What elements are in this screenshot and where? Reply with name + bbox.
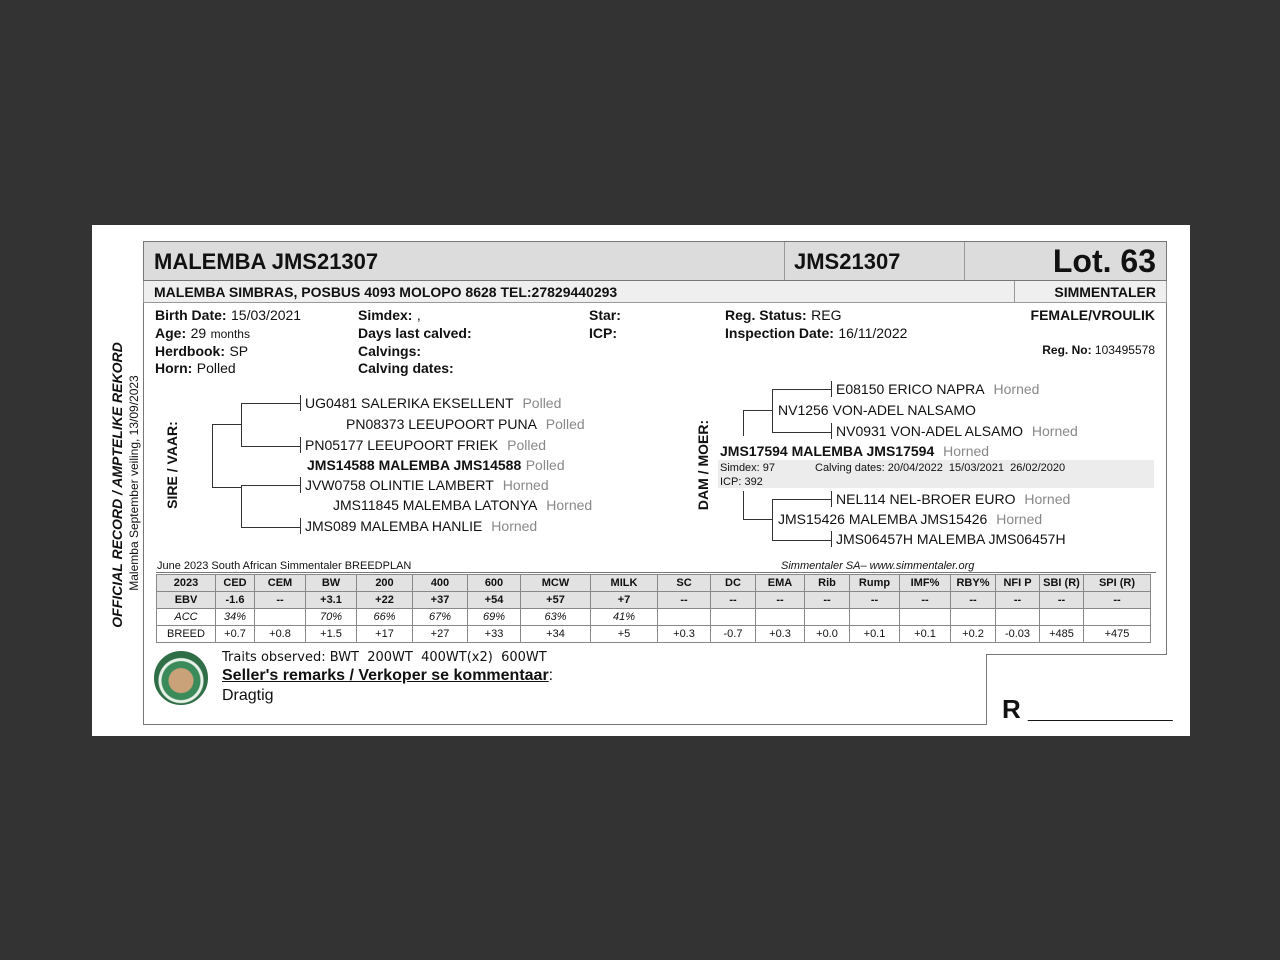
remarks-text: Dragtig — [222, 687, 274, 704]
ebv-cell: +22 — [357, 592, 413, 609]
sire-dam-name: JMS11845 MALEMBA LATONYA Horned — [333, 497, 593, 513]
dam-tree-line — [831, 531, 833, 547]
ebv-cell: +54 — [468, 592, 521, 609]
ebv-cell — [850, 609, 900, 626]
dam-dam-sire: JMS15426 MALEMBA JMS15426 Horned — [778, 511, 1043, 527]
ebv-cell: 2023 — [157, 575, 216, 592]
price-box-top — [986, 654, 1167, 655]
ebv-cell: -- — [711, 592, 756, 609]
ebv-cell: EMA — [756, 575, 805, 592]
ebv-cell: MILK — [591, 575, 658, 592]
ebv-cell: +57 — [521, 592, 591, 609]
ebv-cell: +34 — [521, 626, 591, 643]
ebv-cell — [951, 609, 996, 626]
ebv-table — [156, 574, 1151, 643]
ebv-header-row — [157, 575, 1151, 592]
animal-id: JMS21307 — [794, 249, 901, 274]
dam-tree-line — [743, 410, 745, 436]
society-logo — [154, 651, 208, 705]
simdex-row: Simdex: , — [358, 307, 421, 323]
sire-sire-sire: PN08373 LEEUPOORT PUNA Polled — [346, 416, 585, 432]
dam-tree-line — [743, 519, 773, 521]
ebv-cell: +33 — [468, 626, 521, 643]
ebv-cell: +475 — [1084, 626, 1151, 643]
sire-tree-line — [300, 477, 302, 493]
ebv-cell: -- — [1040, 592, 1084, 609]
ebv-cell: -- — [756, 592, 805, 609]
ebv-cell — [711, 609, 756, 626]
ebv-cell: 67% — [413, 609, 468, 626]
ebv-cell — [805, 609, 850, 626]
sire-tree-line — [300, 437, 302, 453]
breeder-info: MALEMBA SIMBRAS, POSBUS 4093 MOLOPO 8628 TEL:27829440293 — [154, 284, 618, 300]
ebv-cell: EBV — [157, 592, 216, 609]
sire-dam-dam: JMS089 MALEMBA HANLIE Horned — [305, 518, 538, 534]
sire-tree-line — [300, 395, 302, 411]
ebv-cell: +0.2 — [951, 626, 996, 643]
ebv-cell: DC — [711, 575, 756, 592]
ebv-cell: +0.8 — [255, 626, 306, 643]
herdbook-row: Herdbook: SP — [155, 343, 249, 359]
ebv-cell: 63% — [521, 609, 591, 626]
ebv-cell: +1.5 — [306, 626, 357, 643]
ebv-cell: -- — [1084, 592, 1151, 609]
ebv-cell: +5 — [591, 626, 658, 643]
header-bar — [143, 241, 1167, 281]
dam-calving-dates: Calving dates: 20/04/2022 15/03/2021 26/02/2020 — [815, 462, 1066, 474]
ebv-cell: RBY% — [951, 575, 996, 592]
ebv-cell: -0.7 — [711, 626, 756, 643]
ebv-cell: BW — [306, 575, 357, 592]
ebv-cell — [1040, 609, 1084, 626]
ebv-cell: MCW — [521, 575, 591, 592]
ebv-cell — [756, 609, 805, 626]
dam-tree-line — [743, 410, 773, 412]
ebv-cell: 200 — [357, 575, 413, 592]
lot-number: Lot. 63 — [1052, 243, 1156, 279]
dam-tree-line — [831, 423, 833, 439]
breedplan-title: June 2023 South African Simmentaler BREEDPLAN — [157, 560, 412, 572]
ebv-cell: CEM — [255, 575, 306, 592]
ebv-cell: +7 — [591, 592, 658, 609]
accuracy-row — [157, 609, 1151, 626]
ebv-cell: -- — [255, 592, 306, 609]
ebv-cell: +485 — [1040, 626, 1084, 643]
dam-tree-line — [831, 381, 833, 397]
calving-dates-label: Calving dates: — [358, 360, 454, 376]
reg-no-row: Reg. No: 103495578 — [1042, 343, 1155, 357]
frame-bottom-line — [143, 724, 987, 725]
ebv-cell: -- — [900, 592, 951, 609]
dam-dam-sire-sire: NEL114 NEL-BROER EURO Horned — [836, 491, 1071, 507]
ebv-row — [157, 592, 1151, 609]
sire-label: SIRE / VAAR: — [164, 421, 180, 509]
ebv-cell: +0.1 — [900, 626, 951, 643]
ebv-cell: ACC — [157, 609, 216, 626]
animal-name: MALEMBA JMS21307 — [154, 249, 379, 274]
price-field[interactable]: R __________ — [1002, 694, 1173, 724]
frame-left-line — [143, 241, 144, 725]
ebv-cell: 41% — [591, 609, 658, 626]
ebv-cell: Rump — [850, 575, 900, 592]
ebv-cell: BREED — [157, 626, 216, 643]
birth-date-row: Birth Date: 15/03/2021 — [155, 307, 302, 323]
ebv-cell: -- — [951, 592, 996, 609]
ebv-cell: -- — [805, 592, 850, 609]
sire: JMS14588 MALEMBA JMS14588 Polled — [307, 457, 565, 473]
breeder-bar — [143, 281, 1167, 303]
dam-tree-line — [831, 491, 833, 507]
ebv-cell: 400 — [413, 575, 468, 592]
ebv-cell: +0.3 — [756, 626, 805, 643]
breedplan-line — [156, 572, 1156, 573]
dam-dam-dam: JMS06457H MALEMBA JMS06457H — [836, 531, 1066, 547]
ebv-cell: +0.1 — [850, 626, 900, 643]
reg-status-row: Reg. Status: REG — [725, 307, 842, 323]
dam-icp: ICP: 392 — [720, 476, 763, 488]
age-row: Age: 29 months — [155, 325, 250, 341]
ebv-cell: +37 — [413, 592, 468, 609]
ebv-cell: Rib — [805, 575, 850, 592]
price-box-left — [986, 654, 987, 725]
ebv-cell — [255, 609, 306, 626]
official-record-label: OFFICIAL RECORD / AMPTELIKE REKORD — [109, 342, 125, 628]
ebv-cell: 69% — [468, 609, 521, 626]
ebv-cell: +0.7 — [216, 626, 255, 643]
ebv-cell: -- — [658, 592, 711, 609]
ebv-cell: CED — [216, 575, 255, 592]
breedplan-source: Simmentaler SA– www.simmentaler.org — [781, 560, 975, 572]
ebv-cell: SPI (R) — [1084, 575, 1151, 592]
sire-dam: PN05177 LEEUPOORT FRIEK Polled — [305, 437, 547, 453]
ebv-cell: +17 — [357, 626, 413, 643]
ebv-cell — [900, 609, 951, 626]
sire-tree-line — [212, 424, 242, 488]
sex-label: FEMALE/VROULIK — [1030, 307, 1155, 323]
breed-average-row — [157, 626, 1151, 643]
ebv-cell: -- — [996, 592, 1040, 609]
dam-simdex: Simdex: 97 — [720, 462, 776, 474]
ebv-cell: 66% — [357, 609, 413, 626]
ebv-cell: NFI P — [996, 575, 1040, 592]
dam-sire: NV1256 VON-ADEL NALSAMO — [778, 402, 976, 418]
traits-observed: Traits observed: BWT 200WT 400WT(x2) 600WT — [222, 650, 547, 665]
ebv-cell: SBI (R) — [1040, 575, 1084, 592]
ebv-cell: 34% — [216, 609, 255, 626]
ebv-cell: IMF% — [900, 575, 951, 592]
star-label: Star: — [589, 307, 621, 323]
ebv-cell — [996, 609, 1040, 626]
ebv-cell: -0.03 — [996, 626, 1040, 643]
dam-sire-sire: E08150 ERICO NAPRA Horned — [836, 381, 1040, 397]
ebv-cell: +3.1 — [306, 592, 357, 609]
calvings-label: Calvings: — [358, 343, 422, 359]
ebv-cell: +27 — [413, 626, 468, 643]
ebv-cell: 70% — [306, 609, 357, 626]
dam-sire-dam: NV0931 VON-ADEL ALSAMO Horned — [836, 423, 1078, 439]
sire-tree-line — [241, 485, 301, 528]
icp-label: ICP: — [589, 325, 617, 341]
horn-row: Horn: Polled — [155, 360, 236, 376]
days-last-calved-label: Days last calved: — [358, 325, 472, 341]
remarks-heading: Seller's remarks / Verkoper se kommentaar: — [222, 667, 554, 684]
sire-tree-line — [241, 403, 301, 447]
dam: JMS17594 MALEMBA JMS17594 Horned — [720, 443, 990, 459]
ebv-cell — [1084, 609, 1151, 626]
ebv-cell: +0.3 — [658, 626, 711, 643]
sire-sire: UG0481 SALERIKA EKSELLENT Polled — [305, 395, 562, 411]
ebv-cell: 600 — [468, 575, 521, 592]
breed-name: SIMMENTALER — [1054, 284, 1156, 300]
inspection-date-row: Inspection Date: 16/11/2022 — [725, 325, 908, 341]
sire-dam-sire: JVW0758 OLINTIE LAMBERT Horned — [305, 477, 549, 493]
frame-right-line — [1166, 241, 1167, 655]
ebv-cell: -1.6 — [216, 592, 255, 609]
dam-tree-line — [743, 491, 745, 519]
ebv-cell: SC — [658, 575, 711, 592]
dam-label: DAM / MOER: — [695, 419, 711, 511]
sale-label: Malemba September veiling, 13/09/2023 — [127, 375, 141, 591]
ebv-cell — [658, 609, 711, 626]
ebv-cell: -- — [850, 592, 900, 609]
ebv-cell: +0.0 — [805, 626, 850, 643]
sire-tree-line — [300, 518, 302, 534]
